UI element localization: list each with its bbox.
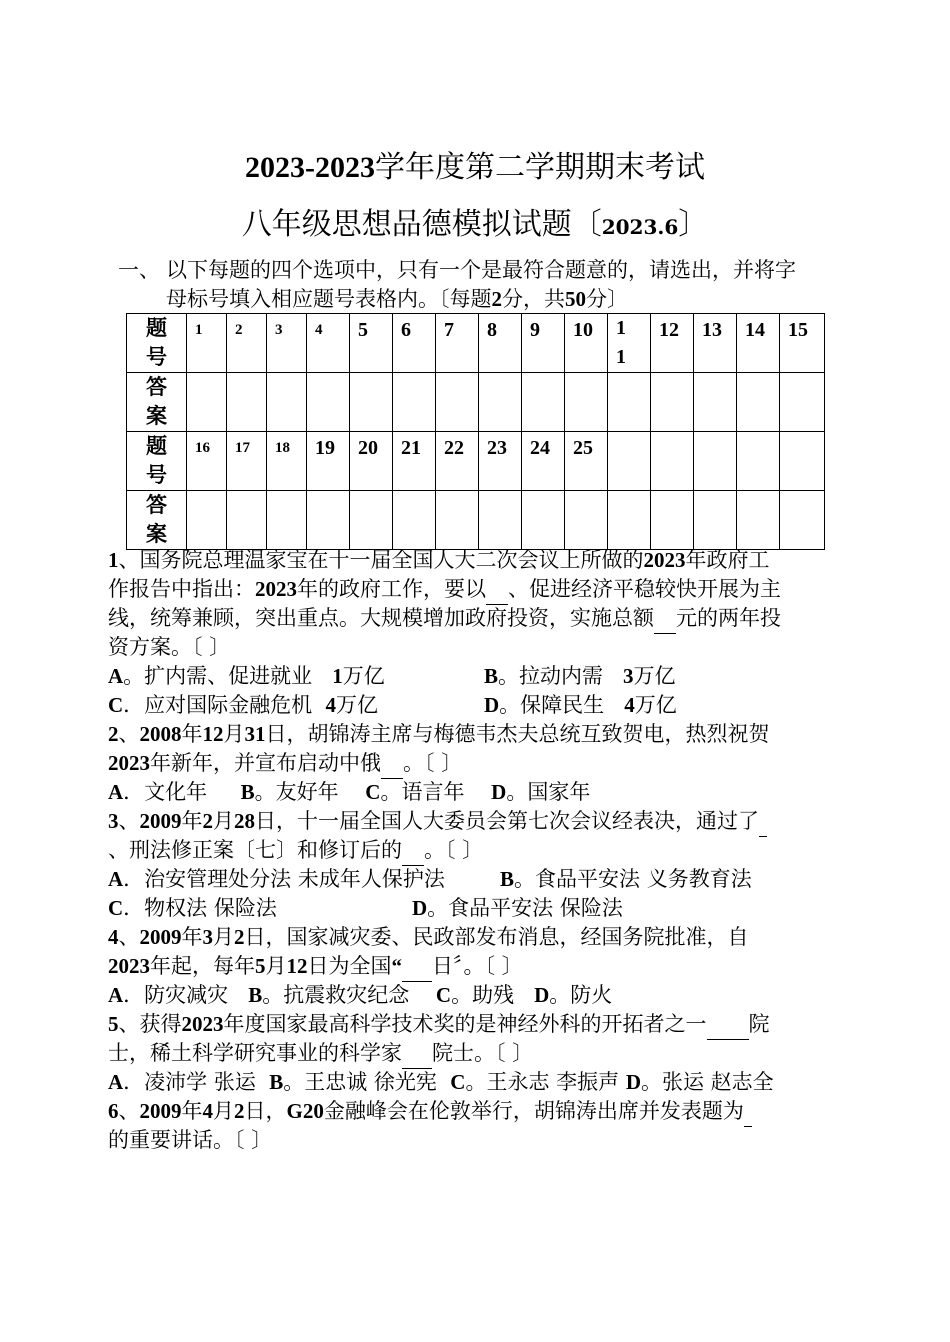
answer-cell[interactable] — [694, 491, 737, 550]
answer-cell[interactable] — [651, 373, 694, 432]
question-1-line: 作报告中指出：2023年的政府工作，要以 、促进经济平稳较快开展为主 — [108, 575, 848, 605]
question-3-options: C．物权法 保险法 D。食品平安法 保险法 — [108, 896, 623, 920]
answer-cell[interactable] — [267, 491, 307, 550]
question-3-line: 3、2009年2月28日，十一届全国人大委员会第七次会议经表决，通过了 — [108, 807, 848, 837]
answer-cell[interactable] — [608, 491, 651, 550]
answer-cell[interactable] — [436, 373, 479, 432]
answer-cell[interactable] — [780, 373, 825, 432]
question-1-line: 线，统筹兼顾，突出重点。大规模增加政府投资，实施总额 元的两年投 — [108, 604, 848, 634]
answer-cell[interactable] — [436, 491, 479, 550]
answer-cell[interactable] — [307, 373, 350, 432]
answer-cell[interactable] — [479, 491, 522, 550]
answer-cell[interactable] — [187, 491, 227, 550]
question-1-line: 1、国务院总理温家宝在十一届全国人大二次会议上所做的2023年政府工 — [108, 548, 770, 572]
answer-cell[interactable] — [350, 373, 393, 432]
table-row — [127, 373, 825, 432]
answer-cell[interactable] — [227, 491, 267, 550]
question-6-line: 的重要讲话。〔 〕 — [108, 1128, 273, 1152]
answer-cell[interactable] — [350, 491, 393, 550]
table-row: 题 号 16 17 18 19 20 21 22 23 24 25 — [127, 432, 825, 491]
question-4-line: 2023年起，每年5月12日为全国“ 日〞。〔 〕 — [108, 952, 848, 982]
question-2-line: 2、2008年12月31日，胡锦涛主席与梅德韦杰夫总统互致贺电，热烈祝贺 — [108, 722, 770, 746]
answer-cell[interactable] — [651, 491, 694, 550]
answer-label: 答 案 — [127, 373, 187, 432]
question-1-options: A。扩内需、促进就业 1万亿 B。拉动内需 3万亿 — [108, 664, 676, 688]
answer-cell[interactable] — [522, 491, 565, 550]
answer-cell[interactable] — [608, 373, 651, 432]
question-5-options: A．凌沛学 张运 B。王忠诚 徐光宪 C。王永志 李振声 D。张运 赵志全 — [108, 1070, 774, 1094]
question-1-line: 资方案。〔 〕 — [108, 635, 231, 659]
answer-cell[interactable] — [737, 373, 780, 432]
answer-cell[interactable] — [737, 491, 780, 550]
answer-cell[interactable] — [780, 491, 825, 550]
question-2-options: A．文化年 B。友好年 C。语言年 D。国家年 — [108, 780, 591, 804]
answer-cell[interactable] — [393, 373, 436, 432]
question-number-label: 题 号 — [127, 432, 187, 491]
exam-title: 2023-2023学年度第二学期期末考试 — [245, 150, 705, 185]
table-row: 题 号 1 2 3 4 5 6 7 8 9 10 1 1 12 13 14 15 — [127, 314, 825, 373]
question-2-line: 2023年新年，并宣布启动中俄 。〔 〕 — [108, 749, 848, 779]
table-row — [127, 491, 825, 550]
answer-cell[interactable] — [522, 373, 565, 432]
answer-cell[interactable] — [565, 373, 608, 432]
answer-table — [126, 313, 825, 550]
answer-cell[interactable] — [227, 373, 267, 432]
question-3-line: 、刑法修正案〔七〕和修订后的 。〔 〕 — [108, 836, 848, 866]
question-number-label: 题 号 — [127, 314, 187, 373]
question-4-line: 4、2009年3月2日，国家减灾委、民政部发布消息，经国务院批准，自 — [108, 925, 749, 949]
question-5-line: 士，稀土科学研究事业的科学家 院士。〔 〕 — [108, 1039, 848, 1069]
answer-cell[interactable] — [187, 373, 227, 432]
question-6-line: 6、2009年4月2日，G20金融峰会在伦敦举行，胡锦涛出席并发表题为 — [108, 1097, 848, 1127]
answer-cell[interactable] — [393, 491, 436, 550]
question-5-line: 5、获得2023年度国家最高科学技术奖的是神经外科的开拓者之一 院 — [108, 1010, 848, 1040]
answer-cell[interactable] — [694, 373, 737, 432]
exam-page: 2023-2023学年度第二学期期末考试 八年级思想品德模拟试题〔2023.6〕 一、 以下每题的四个选项中，只有一个是最符合题意的，请选出，并将字 母标号填入相应题号表格内。〔每题2分，共50分〕 题 号 1 2 3 4 5 6 7 8 9 10 1 1 12 13 14 15 答 案 题 号 16 17 18 19 20 21 22 23 24 25 答 案 1、国务院总理温家宝在十一届全国人大二次会议上所做的2023年政府工 作报告中指出：2023年的政府工作，要以 、促进经济平稳较快开展为主 线，统筹兼顾，突出重点。大规模增加政府投资，实施总额 元的两年投 资方案。〔 〕 A。扩内需、促进就业 1万亿 B。拉动内需 3万亿 C．应对国际金融危机 4万亿 D。保障民生 4万亿 2、2008年12月31日，胡锦涛主席与梅德韦杰夫总统互致贺电，热烈祝贺 2023年新年，并宣布启动中俄 。〔 〕 A．文化年 B。友好年 C。语言年 D。国家年 3、2009年2月28日，十一届全国人大委员会第七次会议经表决，通过了 、刑法修正案〔七〕和修订后的 。〔 〕 A．治安管理处分法 未成年人保护法 B。食品平安法 义务教育法 C．物权法 保险法 D。食品平安法 保险法 4、2009年3月2日，国家减灾委、民政部发布消息，经国务院批准，自 2023年起，每年5月12日为全国“ 日〞。〔 〕 A．防灾减灾 B。抗震救灾纪念 C。助残 D。防火 5、获得2023年度国家最高科学技术奖的是神经外科的开拓者之一 院 士，稀土科学研究事业的科学家 院士。〔 〕 A．凌沛学 张运 B。王忠诚 徐光宪 C。王永志 李振声 D。张运 赵志全 6、2009年4月2日，G20金融峰会在伦敦举行，胡锦涛出席并发表题为 的重要讲话。〔 〕 — [0, 0, 950, 1342]
answer-cell[interactable] — [267, 373, 307, 432]
answer-cell[interactable] — [479, 373, 522, 432]
question-1-options: C．应对国际金融危机 4万亿 D。保障民生 4万亿 — [108, 693, 677, 717]
question-3-options: A．治安管理处分法 未成年人保护法 B。食品平安法 义务教育法 — [108, 867, 752, 891]
answer-label: 答 案 — [127, 491, 187, 550]
exam-subtitle: 八年级思想品德模拟试题〔2023.6〕 — [241, 207, 709, 242]
answer-cell[interactable] — [565, 491, 608, 550]
answer-cell[interactable] — [307, 491, 350, 550]
question-4-options: A．防灾减灾 B。抗震救灾纪念 C。助残 D。防火 — [108, 983, 613, 1007]
